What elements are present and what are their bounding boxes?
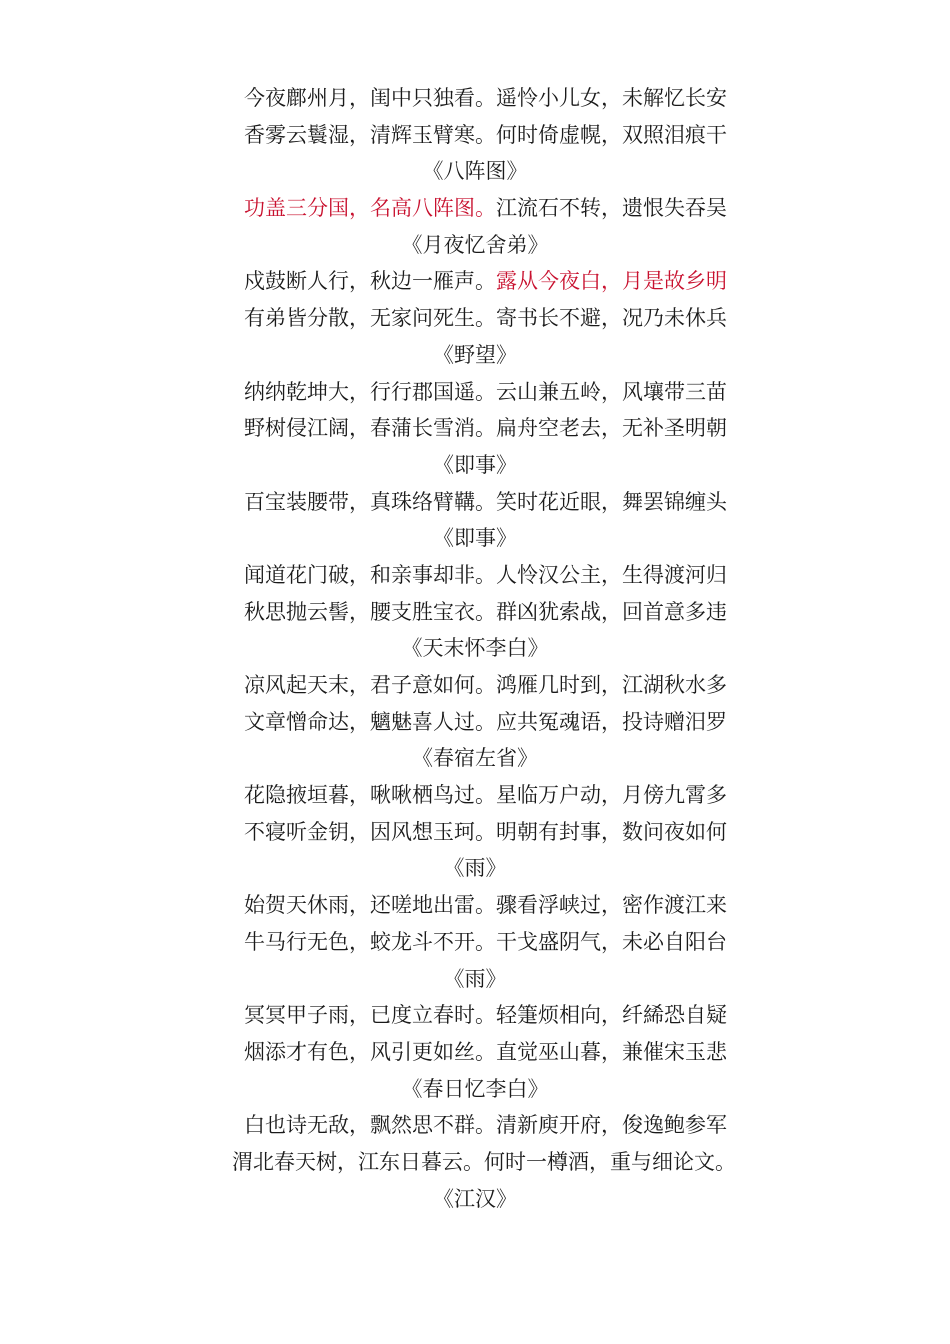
verse-line: 今夜鄜州月，闺中只独看。遥怜小儿女，未解忆长安 [244,86,727,110]
poem-title: 《月夜忆舍弟》 [401,232,549,257]
poem-title: 《雨》 [443,966,507,991]
verse-text: 戍鼓断人行，秋边一雁声。 [244,269,496,294]
highlighted-verse: 露从今夜白，月是故乡明 [496,269,727,294]
poem-title: 《雨》 [443,856,507,881]
verse-line: 花隐掖垣暮，啾啾栖鸟过。星临万户动，月傍九霄多 [244,783,727,808]
verse-line: 秋思抛云髻，腰支胜宝衣。群凶犹索战，回首意多违 [244,599,727,624]
verse-line: 不寝听金钥，因风想玉珂。明朝有封事，数问夜如何 [244,819,727,844]
poem-title: 《野望》 [433,342,517,367]
verse-line: 渭北春天树，江东日暮云。何时一樽酒，重与细论文。 [232,1149,736,1174]
verse-line: 有弟皆分散，无家问死生。寄书长不避，况乃未休兵 [244,306,727,331]
document-page [0,80,950,1217]
verse-line: 白也诗无敌，飘然思不群。清新庾开府，俊逸鲍参军 [244,1113,727,1138]
verse-line: 百宝装腰带，真珠络臂鞲。笑时花近眼，舞罢锦缠头 [244,489,727,514]
verse-line: 凉风起天末，君子意如何。鸿雁几时到，江湖秋水多 [244,673,727,697]
poem-title: 《春日忆李白》 [401,1076,549,1101]
poem-title: 《即事》 [433,452,517,477]
verse-line: 烟添才有色，风引更如丝。直觉巫山暮，兼催宋玉悲 [244,1039,727,1064]
highlighted-verse: 功盖三分国，名高八阵图。 [244,196,496,221]
verse-line: 野树侵江阔，春蒲长雪消。扁舟空老去，无补圣明朝 [244,416,727,441]
poem-title: 《八阵图》 [422,159,528,184]
verse-text: 江流石不转，遗恨失吞吴 [496,196,727,221]
verse-line [244,263,727,300]
verse-line: 纳纳乾坤大，行行郡国遥。云山兼五岭，风壤带三苗 [244,379,727,404]
verse-line [244,190,727,227]
verse-line: 闻道花门破，和亲事却非。人怜汉公主，生得渡河归 [244,562,727,587]
verse-line: 冥冥甲子雨，已度立春时。轻箑烦相向，纤絺恐自疑 [244,1003,727,1028]
poem-title: 《即事》 [433,526,517,551]
verse-line: 始贺天休雨，还嗟地出雷。骤看浮峡过，密作渡江来 [244,893,727,918]
verse-line: 牛马行无色，蛟龙斗不开。干戈盛阴气，未必自阳台 [244,929,727,954]
verse-line: 文章憎命达，魑魅喜人过。应共冤魂语，投诗赠汨罗 [244,709,727,734]
verse-line: 香雾云鬟湿，清辉玉臂寒。何时倚虚幌，双照泪痕干 [244,122,727,147]
poem-title: 《春宿左省》 [412,746,538,771]
poem-title: 《江汉》 [433,1186,517,1211]
poem-title: 《天末怀李白》 [401,636,549,661]
